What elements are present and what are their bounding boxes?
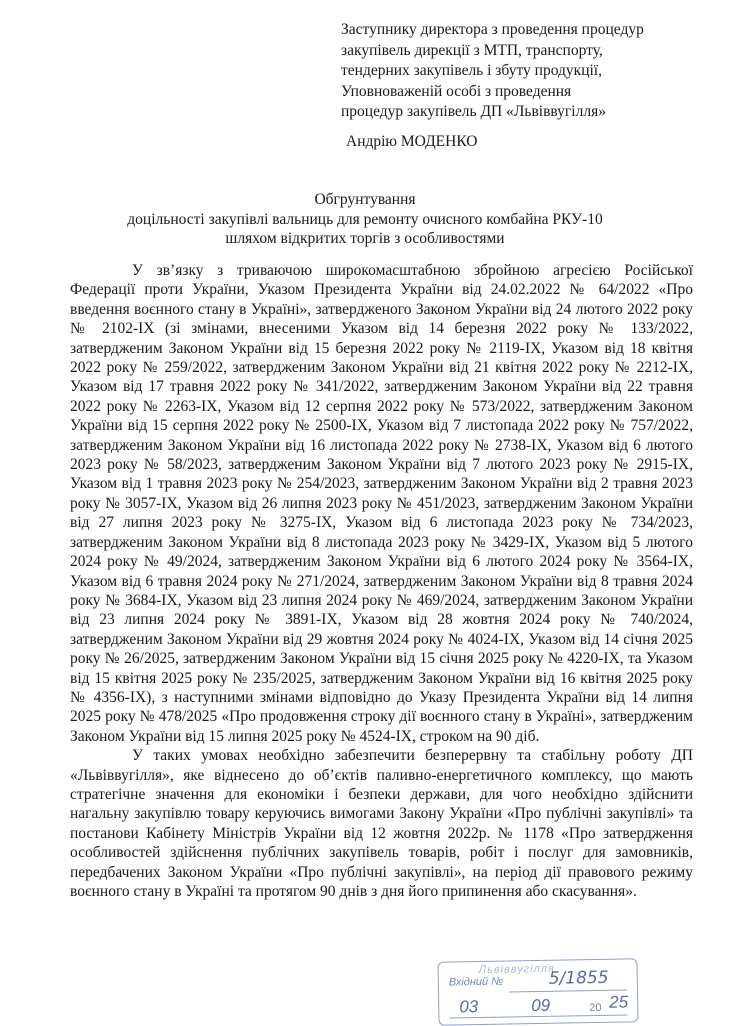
stamp-year-prefix: 20 (589, 1001, 602, 1015)
addressee-line: процедур закупівель ДП «Львіввугілля» (341, 103, 606, 120)
stamp-number: 5/1855 (548, 967, 609, 989)
stamp-year-suffix: 25 (609, 992, 629, 1012)
addressee-name: Андрію МОДЕНКО (346, 133, 478, 150)
body-paragraph: У таких умовах необхідно забезпечити безперервну та стабільну роботу ДП «Львіввугілля», яке віднесено до об’єктів паливно-енергетичного комплексу, що мають стратегічне значення для економіки і безпеки держави, для чого необхідно здійснити нагальну закупівлю товару керуючись вимогами Закону України «Про публічні закупівлі» та постанови Кабінету Міністрів України від 12 жовтня 2022р. № 1178 «Про затвердження особливостей здійснення публічних закупівель товарів, робіт і послуг для замовників, передбачених Законом України «Про публічні закупівлі», на період дії правового режиму воєнного стану в Україні та протягом 90 днів з дня його припинення або скасування». (70, 747, 693, 900)
addressee-block (341, 20, 721, 123)
addressee-line: Уповноваженій особі з проведення (341, 82, 572, 100)
stamp-org: Львіввугілля (478, 962, 555, 977)
addressee-line: Заступнику директора з проведення процедур (341, 21, 644, 38)
document-body (70, 261, 693, 901)
addressee-line: закупівель дирекції з МТП, транспорту, (341, 41, 603, 59)
incoming-registration-stamp (437, 958, 638, 1025)
body-paragraph: У зв’язку з триваючою широкомасштабною збройною агресією Російської Федерації проти України, Указом Президента України від 24.02.2022 № 64/2022 «Про введення воєнного стану в Україні», затвердженого Законом України від 24 лютого 2022 року № 2102-IX (зі змінами, внесеними Указом від 14 березня 2022 року № 133/2022, затвердженим Законом України від 15 березня 2022 року № 2119-IX, Указом від 18 квітня 2022 року № 259/2022, затвердженим Законом України від 21 квітня 2022 року № 2212-IX, Указом від 17 травня 2022 року № 341/2022, затвердженим Законом України від 22 травня 2022 року № 2263-IX, Указом від 12 серпня 2022 року № 573/2022, затвердженим Законом України від 15 серпня 2022 року № 2500-IX, Указом від 7 листопада 2022 року № 757/2022, затвердженим Законом України від 16 листопада 2022 року № 2738-IX, Указом від 6 лютого 2023 року № 58/2023, затвердженим Законом України від 7 лютого 2023 року № 2915-IX, Указом від 1 травня 2023 року № 254/2023, затвердженим Законом України від 2 травня 2023 року № 3057-IX, Указом від 26 липня 2023 року № 451/2023, затвердженим Законом України від 27 липня 2023 року № 3275-IX, Указом від 6 листопада 2023 року № 734/2023, затвердженим Законом України від 8 листопада 2023 року № 3429-IX, Указом від 5 лютого 2024 року № 49/2024, затвердженим Законом України від 6 лютого 2024 року № 3564-IX, Указом від 6 травня 2024 року № 271/2024, затвердженим Законом України від 8 травня 2024 року № 3684-IX, Указом від 23 липня 2024 року № 469/2024, затвердженим Законом України від 23 липня 2024 року № 3891-IX, Указом від 28 жовтня 2024 року № 740/2024, затвердженим Законом України від 29 жовтня 2024 року № 4024-IX, Указом від 14 січня 2025 року № 26/2025, затвердженим Законом України від 15 січня 2025 року № 4220-IX, та Указом від 15 квітня 2025 року № 235/2025, затвердженим Законом України від 16 квітня 2025 року № 4356-IX), з наступними змінами відповідно до Указу Президента України від 14 липня 2025 року № 478/2025 «Про продовження строку дії воєнного стану в Україні», затвердженим Законом України від 15 липня 2025 року № 4524-IX, строком на 90 діб. (70, 262, 693, 745)
stamp-day: 03 (459, 997, 479, 1017)
title-line: доцільності закупівлі вальниць для ремонту очисного комбайна РКУ-10 (127, 210, 603, 228)
stamp-label: Вхідний № (448, 975, 504, 989)
stamp-month: 09 (531, 995, 551, 1016)
addressee-line: тендерних закупівель і збуту продукції, (341, 62, 602, 79)
document-title (60, 190, 670, 249)
title-line: Обгрунтування (314, 191, 416, 208)
title-line: шляхом відкритих торгів з особливостями (225, 230, 505, 247)
